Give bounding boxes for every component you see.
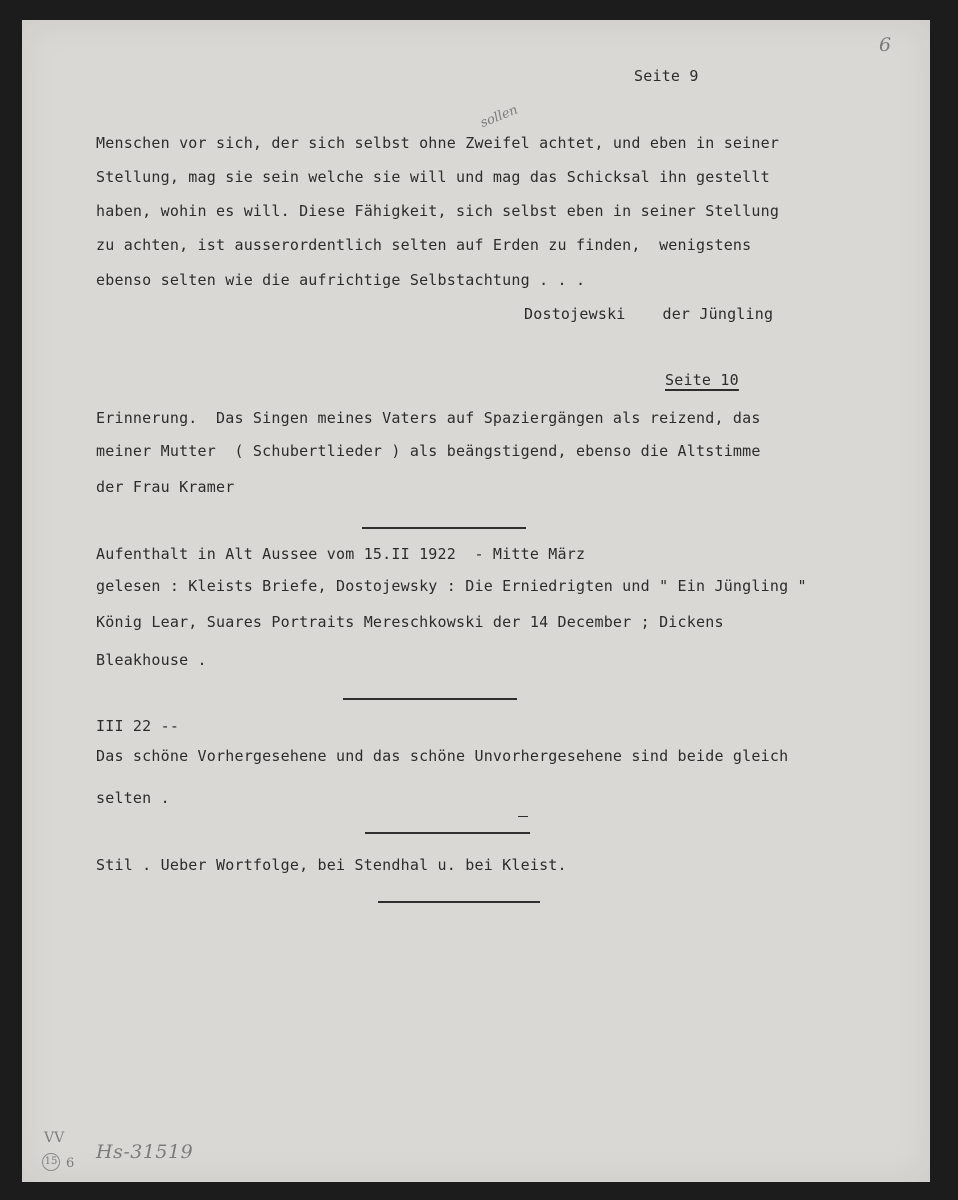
handwritten-insertion: sollen: [478, 102, 521, 131]
section-divider-1: [362, 527, 526, 529]
seite9-line-4: zu achten, ist ausserordentlich selten auf Erden zu finden, wenigstens: [96, 236, 752, 254]
archive-sub-mark: 6: [66, 1156, 75, 1171]
iii22-line-1: III 22 --: [96, 717, 180, 735]
iii22-line-2: Das schöne Vorhergesehene und das schöne Unvorhergesehene sind beide gleich: [96, 747, 789, 765]
aufenthalt-line-3: König Lear, Suares Portraits Mereschkowski der 14 December ; Dickens: [96, 613, 724, 631]
aufenthalt-line-1: Aufenthalt in Alt Aussee vom 15.II 1922 - Mitte März: [96, 545, 586, 563]
section-divider-3-tick: [518, 816, 528, 817]
page-heading-seite-9: Seite 9: [634, 67, 699, 85]
seite10-line-1: Erinnerung. Das Singen meines Vaters auf Spaziergängen als reizend, das: [96, 409, 761, 427]
aufenthalt-line-2: gelesen : Kleists Briefe, Dostojewsky : Die Erniedrigten und " Ein Jüngling ": [96, 577, 807, 595]
seite9-line-5: ebenso selten wie die aufrichtige Selbstachtung . . .: [96, 271, 586, 289]
seite9-line-3: haben, wohin es will. Diese Fähigkeit, sich selbst eben in seiner Stellung: [96, 202, 780, 220]
attribution: Dostojewski der Jüngling: [524, 305, 774, 323]
section-divider-3: [365, 832, 530, 834]
corner-page-mark: 6: [879, 34, 892, 56]
archive-circle-mark: 15: [42, 1153, 60, 1171]
page-heading-seite-10: Seite 10: [665, 371, 739, 389]
iii22-line-3: selten .: [96, 789, 170, 807]
seite9-line-1: Menschen vor sich, der sich selbst ohne Zweifel achtet, und eben in seiner: [96, 134, 780, 152]
seite10-line-3: der Frau Kramer: [96, 478, 235, 496]
aufenthalt-line-4: Bleakhouse .: [96, 651, 207, 669]
section-divider-2: [343, 698, 517, 700]
stil-line: Stil . Ueber Wortfolge, bei Stendhal u. bei Kleist.: [96, 856, 567, 874]
archive-mark: VV: [44, 1130, 65, 1146]
document-page: [22, 20, 930, 1182]
section-divider-4: [378, 901, 540, 903]
seite10-line-2: meiner Mutter ( Schubertlieder ) als beängstigend, ebenso die Altstimme: [96, 442, 761, 460]
archive-signature: Hs-31519: [96, 1141, 194, 1163]
seite9-line-2: Stellung, mag sie sein welche sie will und mag das Schicksal ihn gestellt: [96, 168, 770, 186]
